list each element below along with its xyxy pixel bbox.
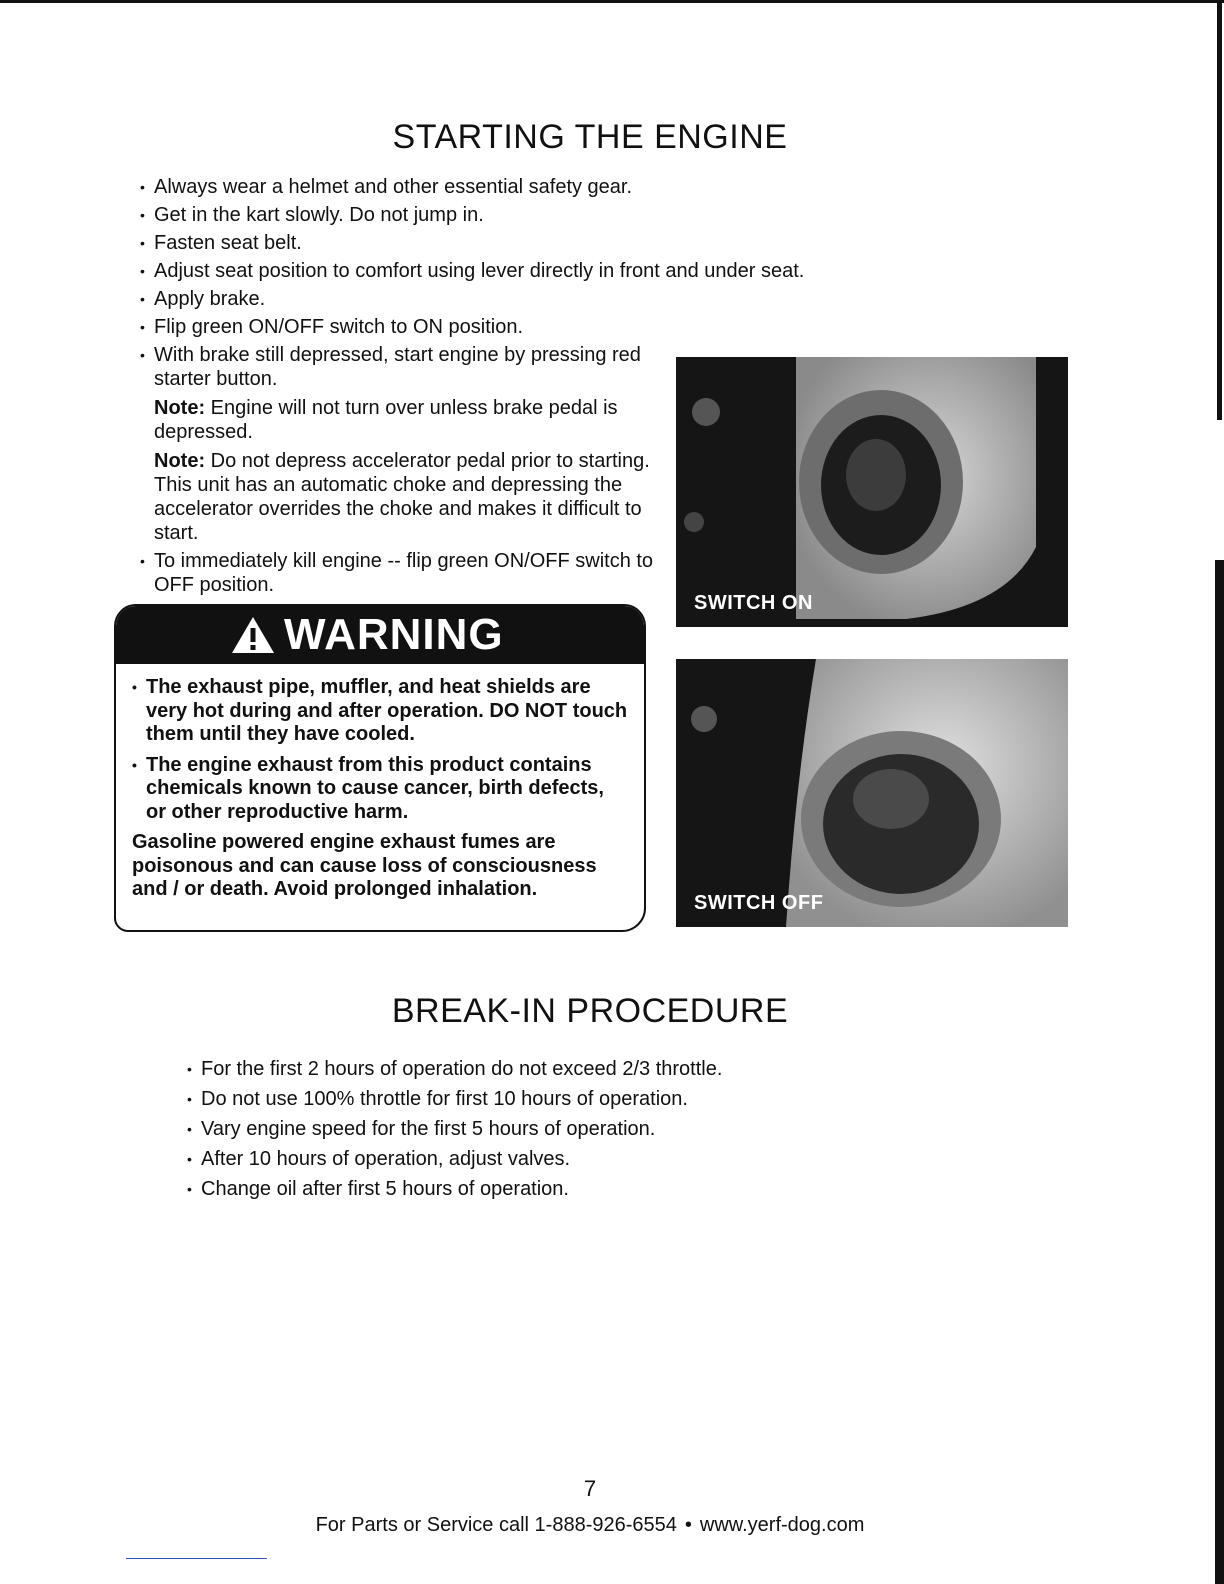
list-item: • Always wear a helmet and other essential safety gear.	[140, 175, 804, 199]
list-item: • Do not use 100% throttle for first 10 hours of operation.	[187, 1087, 722, 1111]
list-item: • Flip green ON/OFF switch to ON position.	[140, 315, 804, 339]
warning-triangle-icon	[230, 615, 276, 655]
note-label: Note:	[154, 450, 206, 472]
note-paragraph	[154, 449, 654, 545]
footer	[0, 1514, 1180, 1537]
list-item-with-notes	[140, 343, 654, 545]
switch-off-photo	[676, 659, 1068, 927]
note-text: Do not depress accelerator pedal prior to starting. This unit has an automatic choke and depressing the accelerator overrides the choke and makes it difficult to start.	[154, 450, 650, 544]
rocker-switch-off-image	[676, 659, 1068, 927]
page-number: 7	[583, 1476, 597, 1501]
list-item: • Get in the kart slowly. Do not jump in.	[140, 203, 804, 227]
note-label: Note:	[154, 397, 206, 419]
service-text: For Parts or Service call 1-888-926-6554	[315, 1514, 677, 1536]
switch-on-photo	[676, 357, 1068, 627]
breakin-list	[187, 1057, 722, 1207]
footer-separator: •	[684, 1514, 692, 1536]
page-top-border	[0, 0, 1224, 3]
list-item: • To immediately kill engine -- flip green ON/OFF switch to OFF position.	[140, 549, 654, 597]
list-item: • Change oil after first 5 hours of operation.	[187, 1177, 722, 1201]
scan-artifact-line	[126, 1558, 267, 1559]
warning-body	[116, 664, 644, 902]
warning-box	[114, 604, 646, 932]
list-item: • Vary engine speed for the first 5 hours of operation.	[187, 1117, 722, 1141]
switch-off-caption: SWITCH OFF	[694, 892, 824, 914]
page-right-edge	[1217, 0, 1222, 420]
warning-heading: WARNING	[284, 610, 504, 659]
warning-item: • The engine exhaust from this product contains chemicals known to cause cancer, birth defects, or other reproductive harm.	[132, 754, 628, 825]
warning-header	[116, 606, 644, 664]
list-item: • Fasten seat belt.	[140, 231, 804, 255]
website-text: www.yerf-dog.com	[699, 1514, 865, 1536]
note-paragraph	[154, 396, 654, 444]
warning-item: • The exhaust pipe, muffler, and heat shields are very hot during and after operation. DO NOT touch them until they have cooled.	[132, 676, 628, 747]
switch-on-caption: SWITCH ON	[694, 592, 813, 614]
page-right-edge	[1215, 560, 1224, 1584]
warning-extra-text: Gasoline powered engine exhaust fumes are poisonous and can cause loss of consciousness and / or death. Avoid prolonged inhalation.	[132, 831, 597, 900]
list-item: • After 10 hours of operation, adjust valves.	[187, 1147, 722, 1171]
warning-list	[132, 676, 628, 824]
list-item: • Adjust seat position to comfort using lever directly in front and under seat.	[140, 259, 804, 283]
list-item-text: With brake still depressed, start engine by pressing red starter button.	[154, 344, 641, 390]
list-item: • For the first 2 hours of operation do not exceed 2/3 throttle.	[187, 1057, 722, 1081]
note-text: Engine will not turn over unless brake pedal is depressed.	[154, 397, 618, 443]
rocker-switch-on-image	[676, 357, 1068, 627]
section-title-starting: STARTING THE ENGINE	[392, 118, 788, 156]
section-title-breakin: BREAK-IN PROCEDURE	[391, 992, 789, 1030]
list-item: • Apply brake.	[140, 287, 804, 311]
